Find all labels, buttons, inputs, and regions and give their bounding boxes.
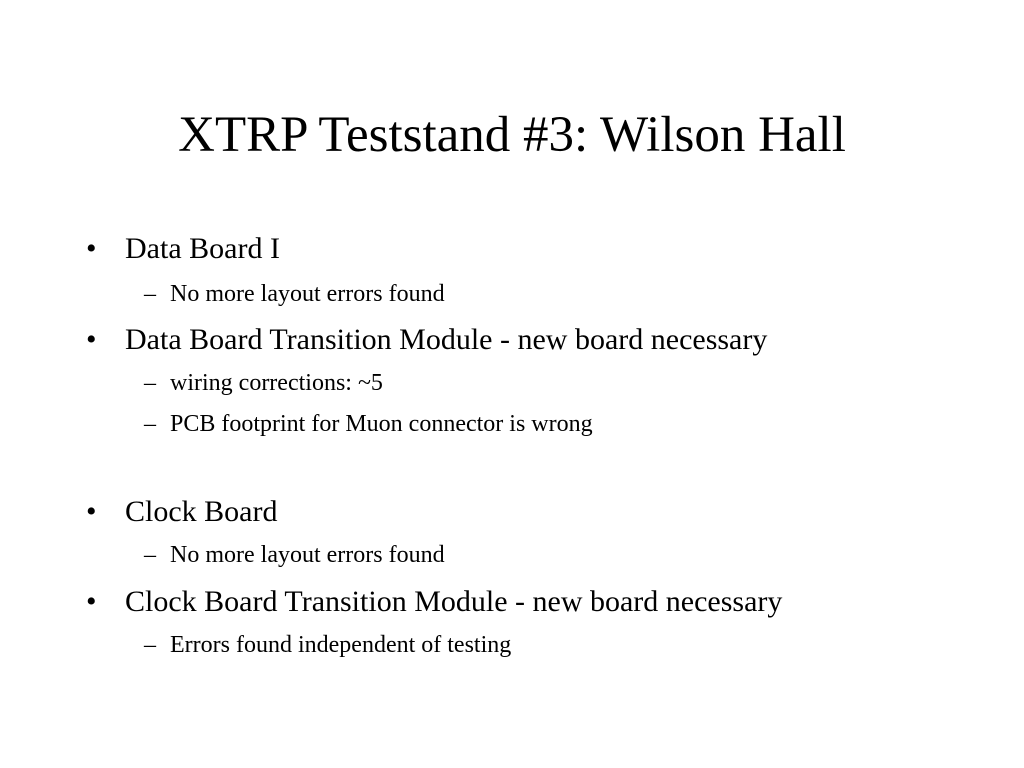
sub-bullet-item <box>0 540 1024 576</box>
bullet-text: Clock Board Transition Module - new board necessary <box>125 585 783 618</box>
bullet-text: Data Board I <box>125 232 280 265</box>
slide-title: XTRP Teststand #3: Wilson Hall <box>178 107 846 163</box>
sub-bullet-marker: – <box>144 632 156 658</box>
sub-bullet-text: No more layout errors found <box>170 281 445 307</box>
bullet-item <box>0 494 1024 530</box>
sub-bullet-marker: – <box>144 281 156 307</box>
bullet-marker: • <box>86 495 97 528</box>
sub-bullet-item <box>0 279 1024 315</box>
sub-bullet-marker: – <box>144 370 156 396</box>
bullet-marker: • <box>86 585 97 618</box>
sub-bullet-item <box>0 368 1024 404</box>
sub-bullet-item <box>0 409 1024 445</box>
bullet-item <box>0 231 1024 267</box>
bullet-marker: • <box>86 232 97 265</box>
sub-bullet-marker: – <box>144 411 156 437</box>
sub-bullet-item <box>0 630 1024 666</box>
sub-bullet-text: PCB footprint for Muon connector is wrong <box>170 411 593 437</box>
bullet-marker: • <box>86 323 97 356</box>
bullet-text: Clock Board <box>125 495 278 528</box>
sub-bullet-text: Errors found independent of testing <box>170 632 512 658</box>
sub-bullet-text: No more layout errors found <box>170 542 445 568</box>
sub-bullet-marker: – <box>144 542 156 568</box>
sub-bullet-text: wiring corrections: ~5 <box>170 370 383 396</box>
bullet-text: Data Board Transition Module - new board necessary <box>125 323 768 356</box>
bullet-item <box>0 584 1024 620</box>
bullet-item <box>0 322 1024 358</box>
